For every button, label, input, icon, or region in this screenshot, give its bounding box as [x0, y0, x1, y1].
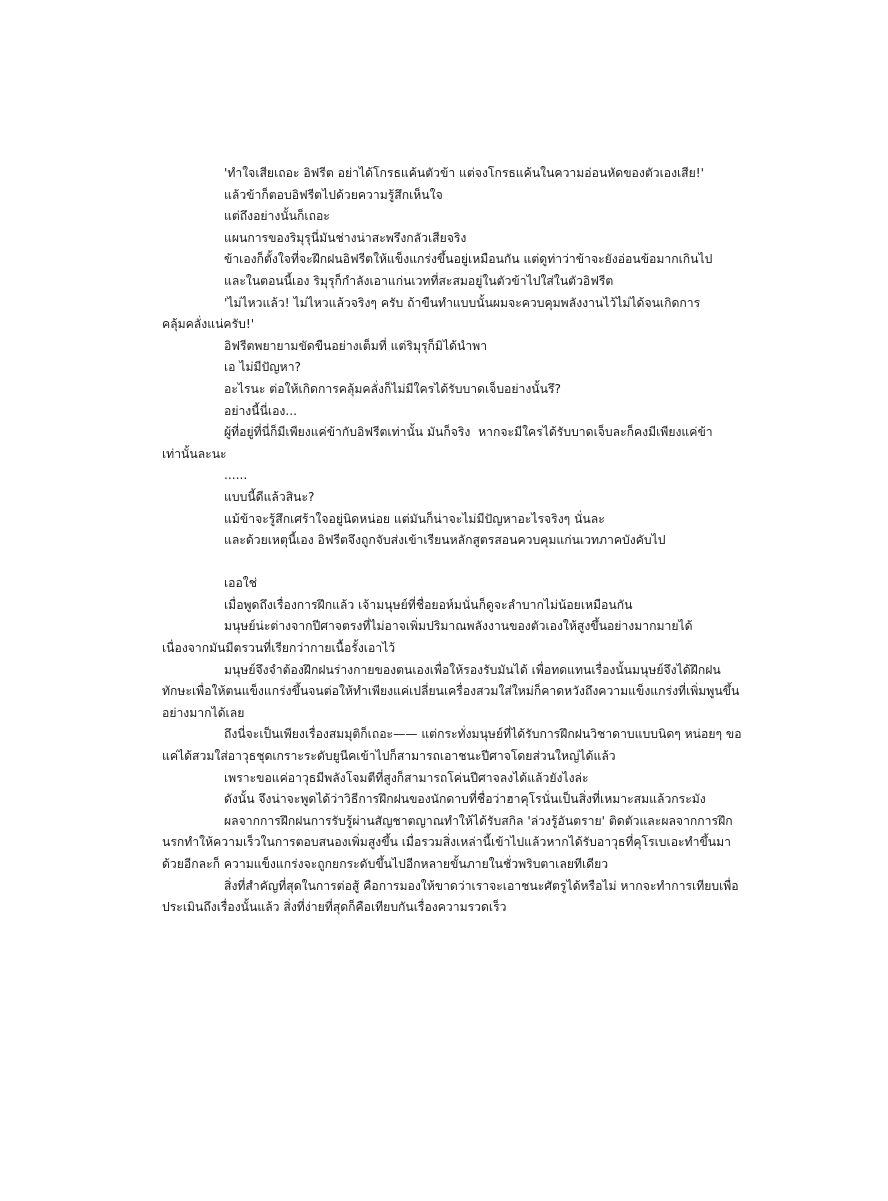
paragraph: ข้าเองก็ตั้งใจที่จะฝึกฝนอิฟรีตให้แข็งแกร่งขึ้นอยู่เหมือนกัน แต่ดูท่าว่าข้าจะยังอ่อนข้อมากเกินไป: [224, 252, 713, 267]
blank-line: [162, 552, 742, 574]
paragraph: อะไรนะ ต่อให้เกิดการคลุ้มคลั่งก็ไม่มีใครได้รับบาดเจ็บอย่างนั้นรึ?: [224, 381, 561, 396]
paragraph: ดังนั้น จึงน่าจะพูดได้ว่าวิธีการฝึกฝนของนักดาบที่ชื่อว่าฮาคุโรนั่นเป็นสิ่งที่เหมาะสมแล้วกระมัง: [224, 792, 706, 807]
paragraph: มนุษย์จึงจำต้องฝึกฝนร่างกายของตนเองเพื่อให้รองรับมันได้ เพื่อทดแทนเรื่องนั้นมนุษย์จึงได้ฝึกฝนทักษะเพื่อให้ตนแข็งแกร่งขึ้นจนต่อให้ทำเพียงแค่เปลี่ยนเครื่องสวมใส่ใหม่ก็คาดหวังถึงความแข็งแกร่งที่เพิ่มพูนขึ้นอย่างมากได้เลย: [162, 662, 740, 720]
paragraph: ผู้ที่อยู่ที่นี่ก็มีเพียงแค่ข้ากับอิฟรีตเท่านั้น มันก็จริง หากจะมีใครได้รับบาดเจ็บละก็คงมีเพียงแค่ข้าเท่านั้นละนะ: [162, 425, 713, 461]
paragraph: แบบนี้ดีแล้วสินะ?: [224, 489, 315, 504]
paragraph: และด้วยเหตุนี้เอง อิฟรีตจึงถูกจับส่งเข้าเรียนหลักสูตรสอนควบคุมแก่นเวทภาคบังคับไป: [224, 533, 666, 548]
paragraph: เออใช่: [224, 576, 258, 591]
paragraph: เพราะขอแค่อาวุธมีพลังโจมตีที่สูงก็สามารถโค่นปีศาจลงได้แล้วยังไงล่ะ: [224, 770, 589, 785]
paragraph: เมื่อพูดถึงเรื่องการฝึกแล้ว เจ้ามนุษย์ที่ชื่อยอห์มนั่นก็ดูจะลำบากไม่น้อยเหมือนกัน: [224, 597, 633, 612]
paragraph: แม้ข้าจะรู้สึกเศร้าใจอยู่นิดหน่อย แต่มันก็น่าจะไม่มีปัญหาอะไรจริงๆ นั่นละ: [224, 511, 605, 526]
paragraph: แผนการของริมุรุนี่มันช่างน่าสะพรึงกลัวเสียจริง: [224, 230, 467, 245]
paragraph: สิ่งที่สำคัญที่สุดในการต่อสู้ คือการมองให้ขาดว่าเราจะเอาชนะศัตรูได้หรือไม่ หากจะทำการเทียบเพื่อประเมินถึงเรื่องนั้นแล้ว สิ่งที่ง่ายที่สุดก็คือเทียบกันเรื่องความรวดเร็ว: [162, 878, 739, 915]
paragraph: อย่างนี้นี่เอง...: [224, 403, 297, 418]
paragraph: เอ ไม่มีปัญหา?: [224, 360, 302, 375]
paragraph: 'ทำใจเสียเถอะ อิฟรีต อย่าได้โกรธแค้นตัวข้า แต่จงโกรธแค้นในความอ่อนหัดของตัวเองเสีย!': [224, 166, 705, 180]
body-text: [162, 163, 742, 919]
paragraph: ......: [224, 468, 248, 483]
paragraph: ผลจากการฝึกฝนการรับรู้ผ่านสัญชาตญาณทำให้ได้รับสกิล 'ล่วงรู้อันตราย' ติดตัวและผลจากการฝึกนรกทำให้ความเร็วในการตอบสนองเพิ่มสูงขึ้น เมื่อรวมสิ่งเหล่านี้เข้าไปแล้วหากได้รับอาวุธที่คุโรเบเอะทำขึ้นมาด้วยอีกละก็ ความแข็งแกร่งจะถูกยกระดับขึ้นไปอีกหลายขั้นภายในชั่วพริบตาเลยทีเดียว: [162, 813, 733, 871]
paragraph: แล้วข้าก็ตอบอิฟรีตไปด้วยความรู้สึกเห็นใจ: [224, 187, 443, 202]
paragraph: แต่ถึงอย่างนั้นก็เถอะ: [224, 209, 330, 224]
paragraph: มนุษย์น่ะต่างจากปีศาจตรงที่ไม่อาจเพิ่มปริมาณพลังงานของตัวเองให้สูงขึ้นอย่างมากมายได้ เนื่องจากมันมีตรวนที่เรียกว่ากายเนื้อรั้งเอาไว้: [162, 619, 697, 656]
paragraph: ถึงนี่จะเป็นเพียงเรื่องสมมุติก็เถอะ—— แต่กระทั่งมนุษย์ที่ได้รับการฝึกฝนวิชาดาบแบบนิดๆ หน่อยๆ ขอแค่ได้สวมใส่อาวุธชุดเกราะระดับยูนีคเข้าไปก็สามารถเอาชนะปีศาจโดยส่วนใหญ่ได้แล้ว: [162, 727, 742, 764]
paragraph: อิฟรีตพยายามขัดขืนอย่างเต็มที่ แต่ริมุรุก็มิได้นำพา: [224, 338, 488, 353]
paragraph: และในตอนนี้เอง ริมุรุก็กำลังเอาแก่นเวทที่สะสมอยู่ในตัวข้าไปใส่ในตัวอิฟรีต: [224, 273, 614, 288]
paragraph: 'ไม่ไหวแล้ว! ไม่ไหวแล้วจริงๆ ครับ ถ้าขืนทำแบบนั้นผมจะควบคุมพลังงานไว้ไม่ได้จนเกิดการคลุ้มคลั่งแน่ครับ!': [162, 295, 701, 332]
